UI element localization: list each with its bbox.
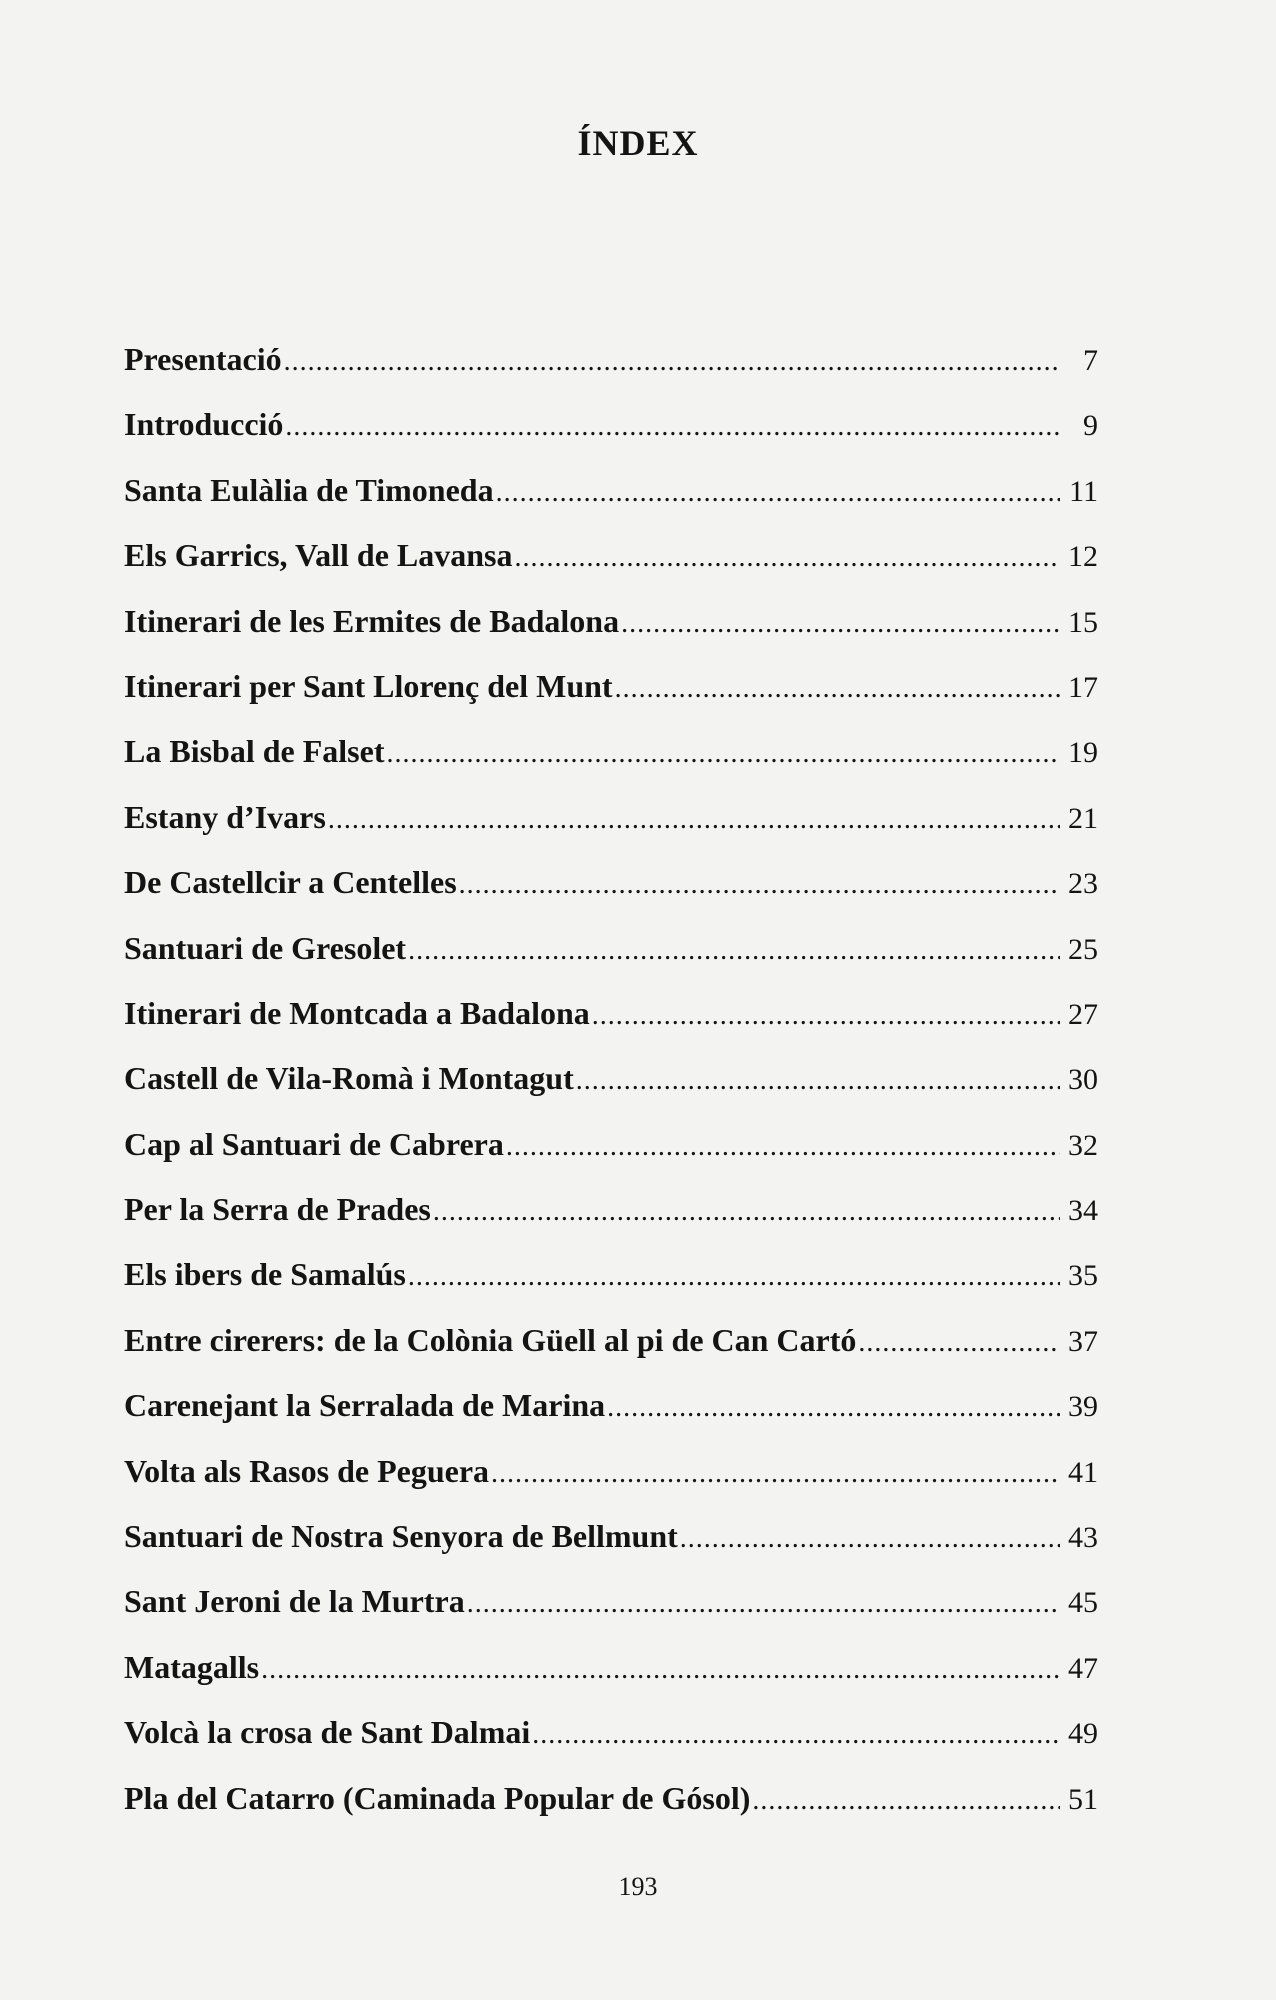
toc-entry-page: 9 bbox=[1083, 409, 1098, 443]
toc-entry-title: Introducció bbox=[124, 406, 284, 443]
toc-entry bbox=[124, 1255, 1098, 1320]
toc-entry-title: Itinerari per Sant Llorenç del Munt bbox=[124, 667, 613, 704]
toc-entry bbox=[124, 1517, 1098, 1582]
toc-entry-page: 32 bbox=[1068, 1128, 1098, 1162]
toc-entry-title: Volta als Rasos de Peguera bbox=[124, 1452, 490, 1489]
toc-entry bbox=[124, 1452, 1098, 1517]
toc-entry-title: Estany d’Ivars bbox=[124, 798, 326, 835]
dot-leader bbox=[285, 408, 1060, 446]
toc-entry bbox=[124, 1059, 1098, 1124]
toc-entry bbox=[124, 1648, 1098, 1713]
toc-entry-page: 35 bbox=[1068, 1259, 1098, 1293]
toc-entry bbox=[124, 471, 1098, 536]
toc-entry-page: 23 bbox=[1068, 867, 1098, 901]
toc-entry bbox=[124, 405, 1098, 470]
toc-entry-title: Santa Eulàlia de Timoneda bbox=[124, 471, 494, 508]
toc-entry-title: Matagalls bbox=[124, 1648, 260, 1685]
toc-entry bbox=[124, 667, 1098, 732]
toc-entry-title: De Castellcir a Centelles bbox=[124, 864, 457, 901]
toc-entry bbox=[124, 1779, 1098, 1844]
toc-entry bbox=[124, 536, 1098, 601]
toc-entry-title: Cap al Santuari de Cabrera bbox=[124, 1125, 504, 1162]
dot-leader bbox=[515, 539, 1061, 577]
toc-entry bbox=[124, 1582, 1098, 1647]
toc-entry bbox=[124, 1321, 1098, 1386]
toc-entry-page: 25 bbox=[1068, 932, 1098, 966]
toc-entry bbox=[124, 929, 1098, 994]
toc-entry bbox=[124, 602, 1098, 667]
dot-leader bbox=[680, 1520, 1060, 1558]
toc-entry-page: 19 bbox=[1068, 736, 1098, 770]
toc-entry-page: 30 bbox=[1068, 1063, 1098, 1097]
dot-leader bbox=[261, 1651, 1060, 1689]
dot-leader bbox=[506, 1128, 1060, 1166]
toc-entry-page: 17 bbox=[1068, 670, 1098, 704]
dot-leader bbox=[496, 474, 1060, 512]
toc-entry bbox=[124, 1713, 1098, 1778]
dot-leader bbox=[858, 1324, 1060, 1362]
toc-entry-page: 37 bbox=[1068, 1324, 1098, 1358]
dot-leader bbox=[532, 1716, 1060, 1754]
toc-entry-page: 27 bbox=[1068, 997, 1098, 1031]
toc-entry-title: Entre cirerers: de la Colònia Güell al pi de Can Cartó bbox=[124, 1321, 857, 1358]
toc-entry-title: Castell de Vila-Romà i Montagut bbox=[124, 1060, 574, 1097]
toc-entry-page: 11 bbox=[1069, 474, 1098, 508]
toc-entry-page: 7 bbox=[1083, 344, 1098, 377]
dot-leader bbox=[408, 932, 1060, 970]
toc-entry bbox=[124, 732, 1098, 797]
toc-entry-page: 39 bbox=[1068, 1390, 1098, 1424]
dot-leader bbox=[328, 801, 1060, 839]
dot-leader bbox=[491, 1455, 1060, 1493]
toc-entry-page: 34 bbox=[1068, 1194, 1098, 1228]
page-number: 193 bbox=[618, 1872, 658, 1901]
dot-leader bbox=[386, 735, 1060, 773]
toc-entry bbox=[124, 863, 1098, 928]
toc-entry-page: 21 bbox=[1068, 801, 1098, 835]
toc-entry-page: 51 bbox=[1068, 1782, 1098, 1816]
index-title: ÍNDEX bbox=[577, 123, 699, 163]
toc-entry-title: Santuari de Gresolet bbox=[124, 929, 407, 966]
toc-entry-page: 41 bbox=[1068, 1455, 1098, 1489]
toc-entry-title: Presentació bbox=[124, 341, 282, 377]
table-of-contents bbox=[124, 340, 1098, 1844]
toc-entry bbox=[124, 1386, 1098, 1451]
dot-leader bbox=[752, 1782, 1060, 1820]
toc-entry-title: Itinerari de Montcada a Badalona bbox=[124, 994, 590, 1031]
toc-entry-title: La Bisbal de Falset bbox=[124, 733, 385, 770]
dot-leader bbox=[621, 605, 1060, 643]
toc-entry-page: 49 bbox=[1068, 1717, 1098, 1751]
dot-leader bbox=[408, 1258, 1060, 1296]
toc-entry-title: Itinerari de les Ermites de Badalona bbox=[124, 602, 620, 639]
toc-entry-title: Pla del Catarro (Caminada Popular de Gósol) bbox=[124, 1779, 751, 1816]
dot-leader bbox=[433, 1193, 1060, 1231]
toc-entry-title: Carenejant la Serralada de Marina bbox=[124, 1387, 606, 1424]
toc-entry bbox=[124, 798, 1098, 863]
toc-entry-title: Sant Jeroni de la Murtra bbox=[124, 1583, 465, 1620]
toc-entry bbox=[124, 340, 1098, 405]
toc-entry bbox=[124, 994, 1098, 1059]
toc-entry-page: 45 bbox=[1068, 1586, 1098, 1620]
toc-entry-title: Els Garrics, Vall de Lavansa bbox=[124, 537, 513, 574]
toc-entry bbox=[124, 1125, 1098, 1190]
dot-leader bbox=[459, 866, 1060, 904]
toc-entry-page: 47 bbox=[1068, 1651, 1098, 1685]
toc-entry-title: Santuari de Nostra Senyora de Bellmunt bbox=[124, 1518, 678, 1555]
toc-entry-title: Els ibers de Samalús bbox=[124, 1256, 406, 1293]
dot-leader bbox=[615, 670, 1060, 708]
toc-entry-page: 15 bbox=[1068, 605, 1098, 639]
dot-leader bbox=[467, 1585, 1060, 1623]
toc-entry bbox=[124, 1190, 1098, 1255]
toc-entry-title: Per la Serra de Prades bbox=[124, 1191, 431, 1228]
toc-entry-title: Volcà la crosa de Sant Dalmai bbox=[124, 1714, 531, 1751]
dot-leader bbox=[284, 343, 1060, 381]
dot-leader bbox=[592, 997, 1060, 1035]
toc-entry-page: 12 bbox=[1068, 540, 1098, 574]
toc-entry-page: 43 bbox=[1068, 1521, 1098, 1555]
dot-leader bbox=[576, 1062, 1060, 1100]
dot-leader bbox=[607, 1389, 1060, 1427]
